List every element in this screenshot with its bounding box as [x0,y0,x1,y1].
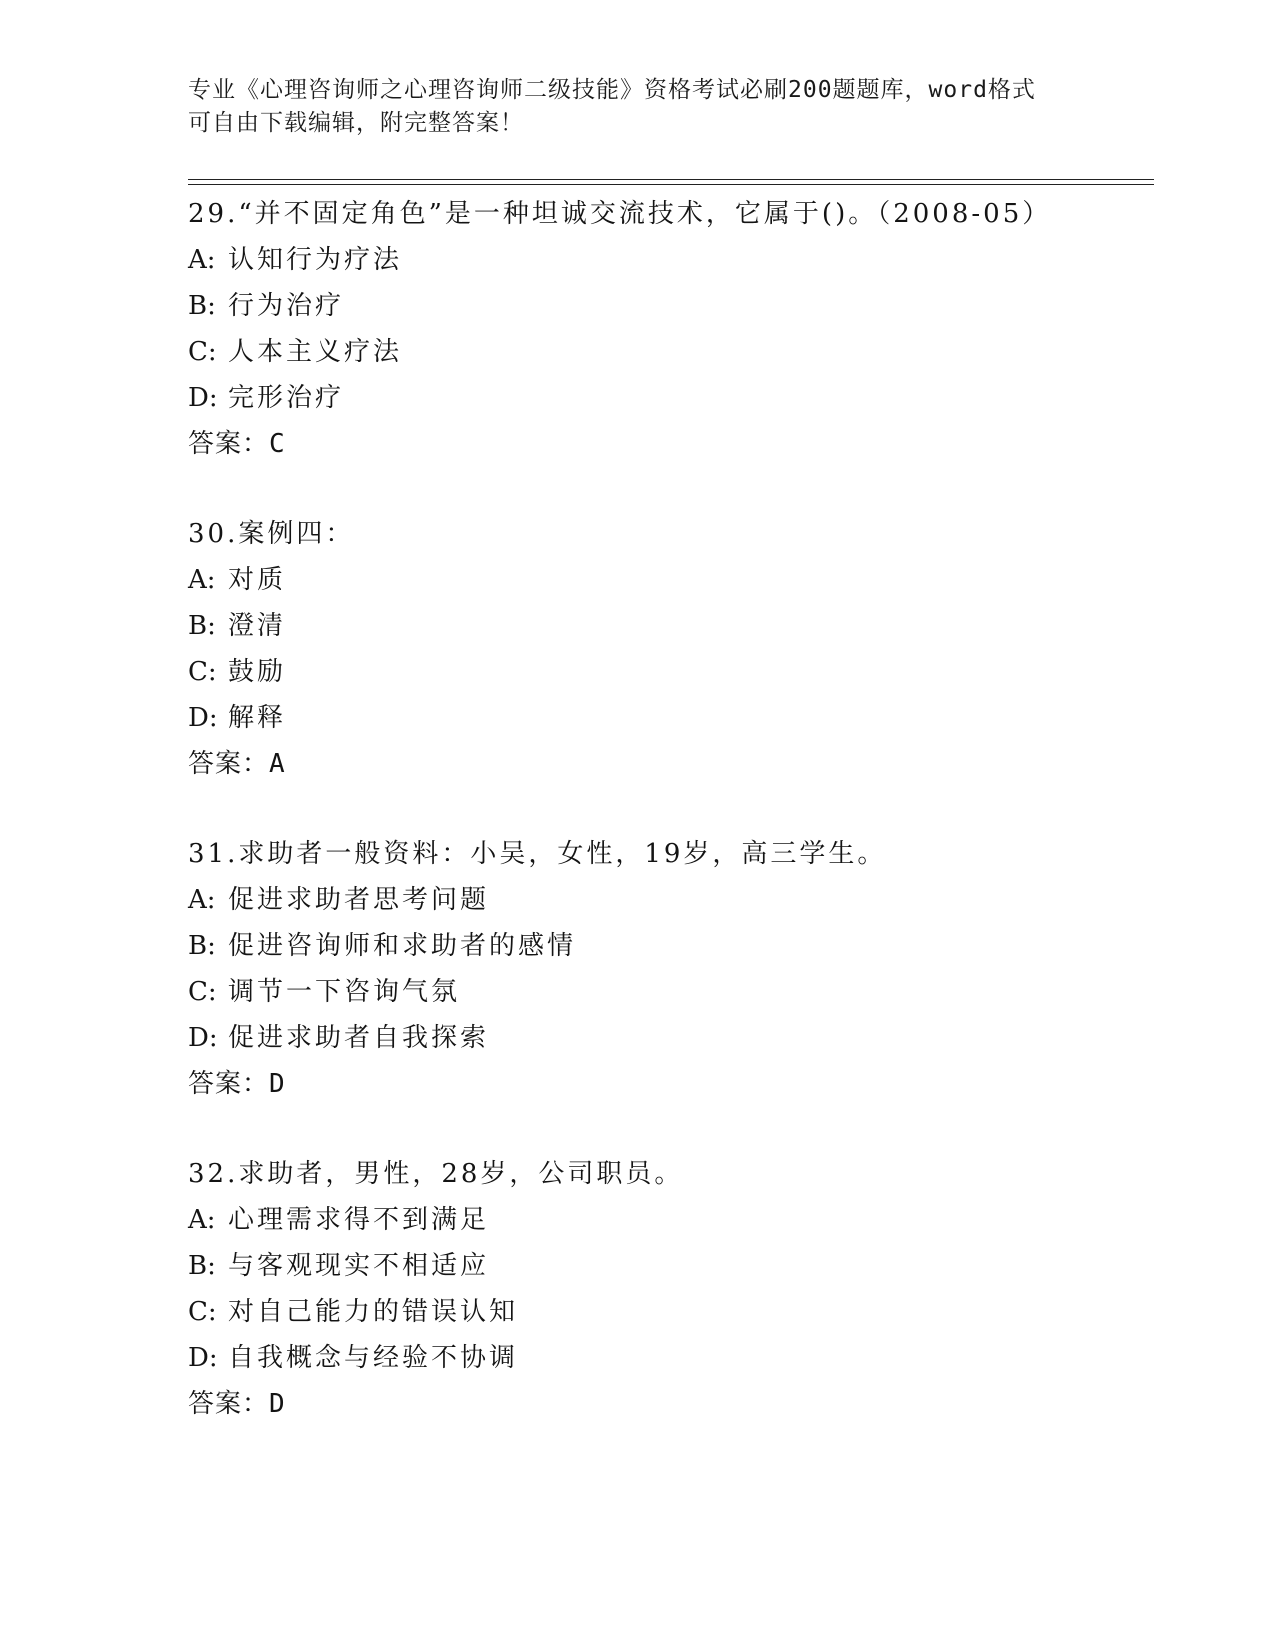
header-line-1: 专业《心理咨询师之心理咨询师二级技能》资格考试必刷200题题库，word格式 [188,77,1036,103]
header-divider-bottom [188,184,1154,185]
answer-label: 答案： [188,429,270,459]
option-text: 促进求助者思考问题 [228,885,490,915]
option-d [188,695,1148,741]
question-list [188,191,1148,1427]
answer-line [188,1061,1148,1107]
question-stem: 32.求助者，男性，28岁，公司职员。 [188,1159,684,1189]
option-letter: C: [188,977,217,1007]
option-letter: D: [188,1343,218,1373]
option-a [188,557,1148,603]
option-text: 鼓励 [228,657,287,687]
question-31 [188,831,1148,1107]
option-text: 认知行为疗法 [228,245,403,275]
option-text: 心理需求得不到满足 [228,1205,490,1235]
option-b [188,923,1148,969]
option-b [188,603,1148,649]
answer-line [188,421,1148,467]
option-b [188,283,1148,329]
question-stem: 31.求助者一般资料：小吴，女性，19岁，高三学生。 [188,839,887,869]
answer-label: 答案： [188,749,270,779]
option-c [188,969,1148,1015]
option-b [188,1243,1148,1289]
option-letter: D: [188,1023,218,1053]
option-text: 澄清 [228,611,287,641]
option-text: 完形治疗 [228,383,345,413]
option-text: 对自己能力的错误认知 [228,1297,519,1327]
option-letter: D: [188,703,218,733]
option-d [188,1335,1148,1381]
option-letter: A: [188,885,216,915]
document-header [188,74,1088,140]
option-c [188,1289,1148,1335]
answer-line [188,741,1148,787]
option-text: 促进求助者自我探索 [228,1023,490,1053]
option-letter: A: [188,1205,216,1235]
option-text: 促进咨询师和求助者的感情 [228,931,577,961]
option-c [188,649,1148,695]
option-d [188,375,1148,421]
answer-line [188,1381,1148,1427]
option-a [188,237,1148,283]
answer-value: D [269,1389,286,1419]
option-letter: A: [188,245,216,275]
option-letter: B: [188,1251,216,1281]
answer-label: 答案： [188,1069,270,1099]
question-stem: 30.案例四： [188,519,355,549]
question-32 [188,1151,1148,1427]
option-text: 解释 [228,703,287,733]
answer-value: A [269,749,286,779]
header-divider-top [188,179,1154,180]
option-letter: B: [188,611,216,641]
option-a [188,877,1148,923]
option-text: 对质 [228,565,287,595]
option-text: 人本主义疗法 [228,337,403,367]
option-text: 自我概念与经验不协调 [228,1343,519,1373]
answer-value: D [269,1069,286,1099]
option-a [188,1197,1148,1243]
option-c [188,329,1148,375]
option-letter: D: [188,383,218,413]
question-stem: 29.“并不固定角色”是一种坦诚交流技术，它属于()。（2008-05） [188,199,1052,229]
header-line-2: 可自由下载编辑，附完整答案！ [188,110,524,136]
option-letter: B: [188,931,216,961]
option-text: 行为治疗 [228,291,345,321]
option-letter: C: [188,1297,217,1327]
option-text: 调节一下咨询气氛 [228,977,461,1007]
option-d [188,1015,1148,1061]
question-30 [188,511,1148,787]
answer-label: 答案： [188,1389,270,1419]
option-text: 与客观现实不相适应 [228,1251,490,1281]
question-29 [188,191,1148,467]
answer-value: C [269,429,286,459]
option-letter: B: [188,291,216,321]
option-letter: C: [188,337,217,367]
option-letter: C: [188,657,217,687]
option-letter: A: [188,565,216,595]
